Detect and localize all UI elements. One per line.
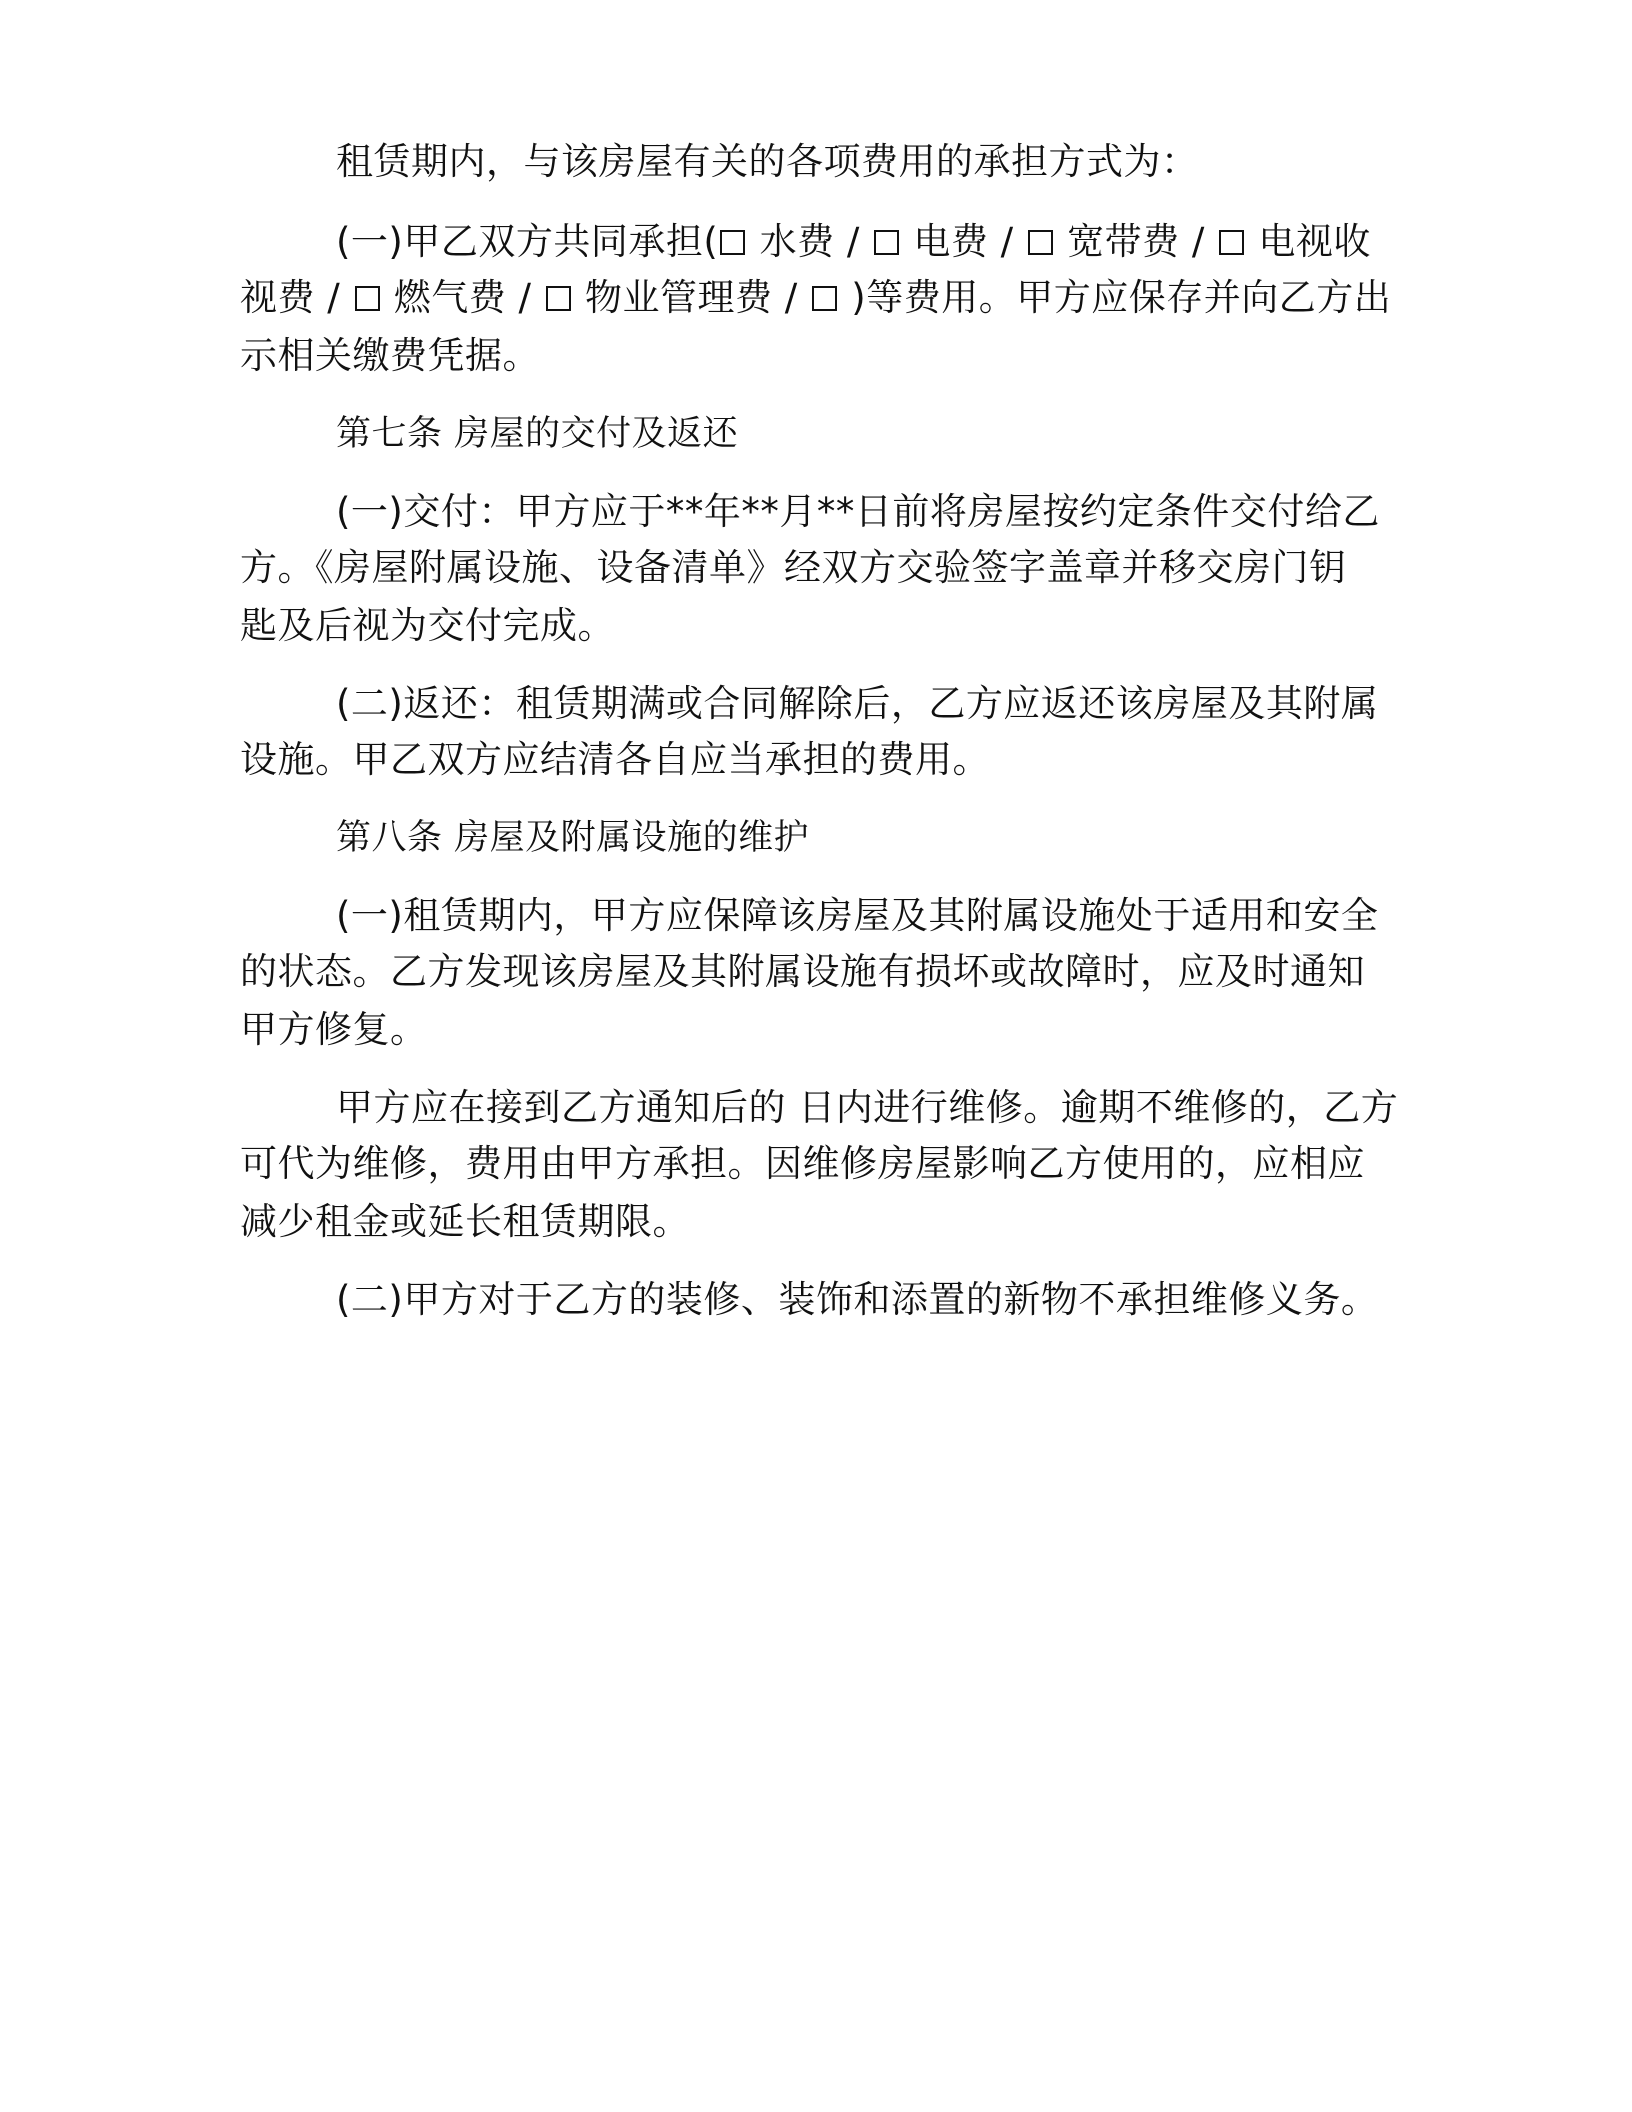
paragraph-shared-expenses-line-1 (336, 218, 1371, 266)
text-segment: 水费 / (747, 220, 873, 263)
text-segment: (一)甲乙双方共同承担( (336, 220, 719, 263)
text-segment: 宽带费 / (1054, 220, 1218, 263)
document-page (240, 0, 1399, 2112)
paragraph-shared-expenses-line-2 (240, 274, 1391, 322)
paragraph-delivery-line-3: 匙及后视为交付完成。 (240, 604, 615, 647)
text-segment: 视费 / (240, 276, 353, 319)
checkbox-icon[interactable] (874, 230, 899, 255)
paragraph-repair-line-2: 可代为维修，费用由甲方承担。因维修房屋影响乙方使用的，应相应 (240, 1142, 1365, 1185)
paragraph-return-line-2: 设施。甲乙双方应结清各自应当承担的费用。 (240, 738, 990, 781)
paragraph-shared-expenses-line-3: 示相关缴费凭据。 (240, 334, 540, 377)
text-segment: 电视收 (1246, 220, 1371, 263)
text-segment: 燃气费 / (381, 276, 544, 319)
paragraph-repair-line-3: 减少租金或延长租赁期限。 (240, 1200, 690, 1243)
paragraph-delivery-line-2: 方。《房屋附属设施、设备清单》经双方交验签字盖章并移交房门钥 (240, 546, 1347, 589)
checkbox-icon[interactable] (355, 286, 380, 311)
paragraph-maintenance-line-1: (一)租赁期内，甲方应保障该房屋及其附属设施处于适用和安全 (336, 894, 1379, 937)
paragraph-maintenance-line-3: 甲方修复。 (240, 1008, 428, 1051)
section-heading-article-8: 第八条 房屋及附属设施的维护 (336, 818, 810, 858)
paragraph-maintenance-line-2: 的状态。乙方发现该房屋及其附属设施有损坏或故障时，应及时通知 (240, 950, 1365, 993)
paragraph-return-line-1: (二)返还：租赁期满或合同解除后，乙方应返还该房屋及其附属 (336, 682, 1379, 725)
section-heading-article-7: 第七条 房屋的交付及返还 (336, 414, 739, 454)
paragraph-repair-line-1: 甲方应在接到乙方通知后的 日内进行维修。逾期不维修的，乙方 (336, 1086, 1399, 1129)
paragraph-expense-intro: 租赁期内，与该房屋有关的各项费用的承担方式为： (336, 140, 1199, 183)
text-segment: )等费用。甲方应保存并向乙方出 (839, 276, 1392, 319)
checkbox-icon[interactable] (720, 230, 745, 255)
checkbox-icon[interactable] (1219, 230, 1244, 255)
checkbox-icon[interactable] (1028, 230, 1053, 255)
text-segment: 电费 / (901, 220, 1026, 263)
text-segment: 物业管理费 / (572, 276, 810, 319)
paragraph-decoration-line-1: (二)甲方对于乙方的装修、装饰和添置的新物不承担维修义务。 (336, 1278, 1379, 1321)
paragraph-delivery-line-1: (一)交付：甲方应于**年**月**日前将房屋按约定条件交付给乙 (336, 490, 1380, 533)
checkbox-icon[interactable] (546, 286, 571, 311)
checkbox-icon[interactable] (812, 286, 837, 311)
